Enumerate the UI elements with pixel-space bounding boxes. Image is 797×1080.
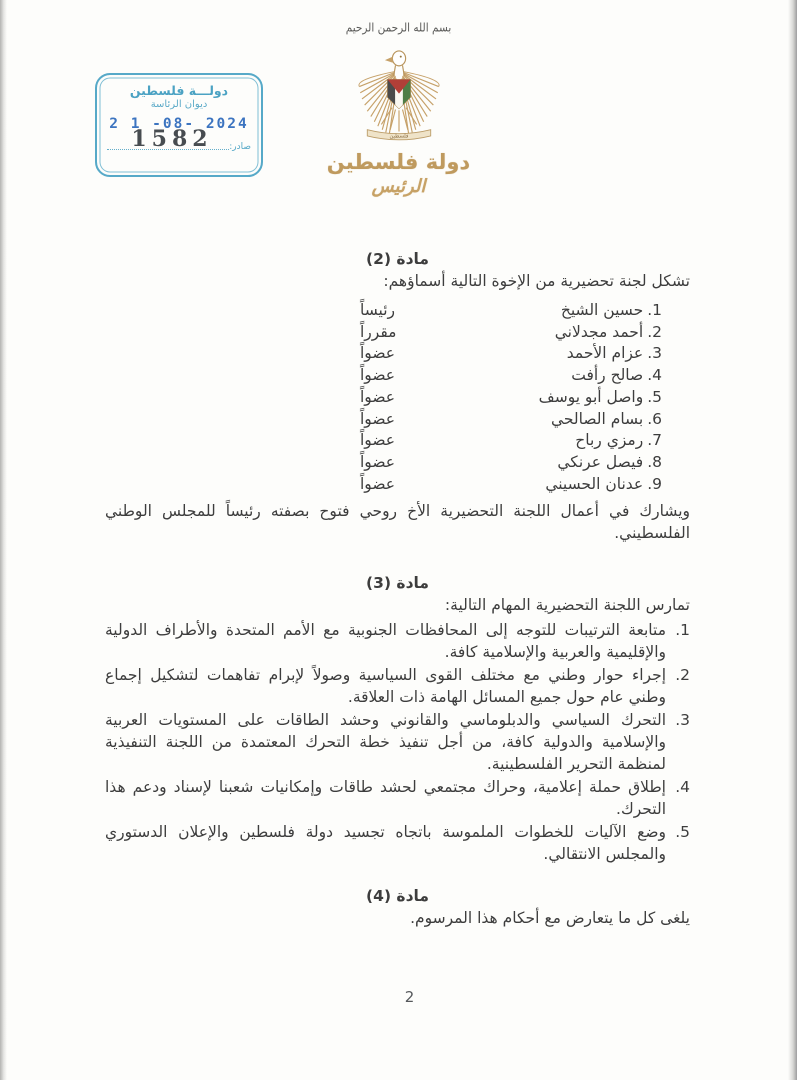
- committee-member-list: [360, 300, 662, 495]
- task-number: 4.: [675, 778, 690, 797]
- member-name: عدنان الحسيني: [545, 474, 644, 493]
- member-name: حسين الشيخ: [560, 301, 644, 319]
- member-role: عضواً: [360, 344, 396, 363]
- bismillah-calligraphy: بسم الله الرحمن الرحيم: [345, 21, 452, 35]
- article-4-title: مادة (4): [366, 887, 429, 906]
- member-name: واصل أبو يوسف: [538, 387, 644, 406]
- article-4-body: يلغى كل ما يتعارض مع أحكام هذا المرسوم.: [410, 909, 690, 928]
- member-role: عضواً: [360, 366, 396, 385]
- member-number: 5.: [647, 387, 662, 406]
- stamp-state-label: دولـــة فلسطين: [129, 83, 229, 98]
- task-text: متابعة الترتيبات للتوجه إلى المحافظات الجنوبية مع الأمم المتحدة والأطراف الدولية والإقليمية والعربية والإسلامية كافة.: [105, 621, 666, 662]
- stamp-office-label: ديوان الرئاسة: [150, 99, 208, 110]
- task-text: إطلاق حملة إعلامية، وحراك مجتمعي لحشد طاقات وإمكانيات شعبنا لإسناد ودعم هذا التحرك.: [105, 778, 666, 819]
- task-number: 5.: [675, 823, 690, 842]
- list-item: [360, 343, 662, 365]
- member-name: فيصل عرنكي: [557, 452, 644, 471]
- member-number: 1.: [647, 301, 662, 319]
- list-item: [360, 409, 662, 431]
- emblem-banner-text: فلسطين: [389, 133, 408, 140]
- task-number: 1.: [675, 621, 690, 640]
- list-item: [360, 474, 662, 496]
- page-number: 2: [404, 988, 415, 1006]
- member-number: 2.: [647, 322, 662, 341]
- member-role: رئيساً: [360, 301, 396, 319]
- list-item: [105, 821, 690, 865]
- list-item: [360, 387, 662, 409]
- member-name: رمزي رباح: [575, 431, 644, 450]
- emblem-header: [0, 16, 797, 197]
- task-number: 2.: [675, 666, 690, 685]
- member-name: صالح رأفت: [571, 366, 644, 385]
- task-text: وضع الآليات للخطوات الملموسة باتجاه تجسيد دولة فلسطين والإعلان الدستوري والمجلس الانتقالي.: [105, 823, 666, 864]
- list-item: [360, 365, 662, 387]
- member-role: عضواً: [360, 452, 396, 471]
- member-number: 9.: [647, 474, 662, 493]
- task-list: [105, 619, 690, 865]
- member-name: أحمد مجدلاني: [554, 322, 644, 341]
- list-item: [360, 452, 662, 474]
- member-name: بسام الصالحي: [550, 409, 644, 428]
- list-item: [360, 430, 662, 452]
- eagle-eye: [399, 56, 401, 58]
- list-item: [105, 709, 690, 775]
- member-number: 6.: [647, 409, 662, 428]
- member-number: 7.: [647, 431, 662, 450]
- member-role: عضواً: [360, 387, 396, 406]
- task-number: 3.: [675, 711, 690, 730]
- member-role: عضواً: [360, 409, 396, 428]
- task-text: التحرك السياسي والدبلوماسي والقانوني وحشد الطاقات على المستويات العربية والإسلامية والدولية كافة، من أجل تنفيذ خطة التحرك المعتمدة من اللجنة التنفيذية لمنظمة التحرير الفلسطينية.: [105, 711, 666, 774]
- list-item: [360, 300, 662, 322]
- list-item: [105, 664, 690, 708]
- emblem-president-title: الرئيس: [371, 176, 426, 197]
- emblem-state-name: دولة فلسطين: [326, 150, 471, 174]
- member-number: 3.: [647, 344, 662, 363]
- list-item: [360, 322, 662, 344]
- eagle-head: [392, 51, 405, 66]
- list-item: [105, 619, 690, 663]
- article-3-title: مادة (3): [366, 574, 429, 593]
- article-2-title: مادة (2): [366, 250, 429, 268]
- eagle-beak: [384, 57, 392, 63]
- stamp-date: 2 1 -08- 2024: [109, 116, 249, 132]
- member-number: 4.: [647, 366, 662, 385]
- palestine-eagle-emblem: [346, 39, 452, 150]
- member-number: 8.: [647, 452, 662, 471]
- task-text: إجراء حوار وطني مع مختلف القوى السياسية وصولاً لإبرام تفاهمات لتشكيل إجماع وطني عام حول جميع المسائل الهامة ذات العلاقة.: [105, 666, 666, 707]
- member-name: عزام الأحمد: [566, 344, 644, 363]
- list-item: [105, 776, 690, 820]
- member-role: عضواً: [360, 474, 396, 493]
- decree-body: [105, 248, 690, 929]
- member-role: مقرراً: [360, 322, 397, 341]
- stamp-serial-number: 1582: [131, 126, 213, 152]
- stamp-issued-label: صادر:: [229, 142, 251, 152]
- member-role: عضواً: [360, 431, 396, 450]
- article-2-intro: تشكل لجنة تحضيرية من الإخوة التالية أسماؤهم:: [383, 272, 690, 290]
- article-2-note: ويشارك في أعمال اللجنة التحضيرية الأخ روحي فتوح بصفته رئيساً للمجلس الوطني الفلسطيني.: [105, 502, 690, 543]
- article-3-intro: تمارس اللجنة التحضيرية المهام التالية:: [444, 596, 690, 615]
